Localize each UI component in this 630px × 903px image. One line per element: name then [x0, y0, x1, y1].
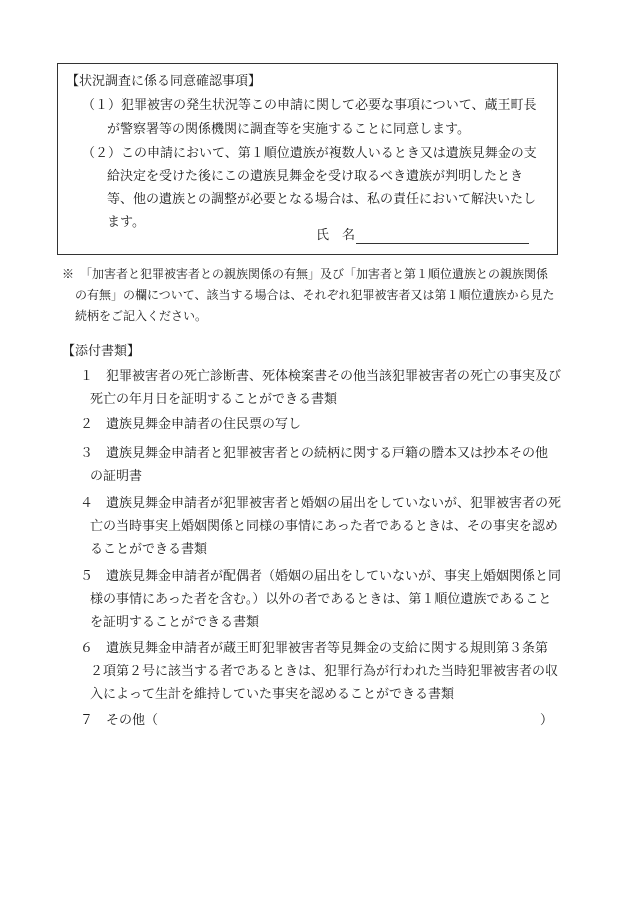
attachment-6-line-2: ２項第２号に該当する者であるときは、犯罪行為が行われた当時犯罪被害者の収: [90, 664, 559, 679]
attachment-5-line-1: ５ 遺族見舞金申請者が配偶者（婚姻の届出をしていないが、事実上婚姻関係と同: [80, 569, 562, 584]
attachment-5-line-2: 様の事情にあった者を含む。）以外の者であるときは、第１順位遺族であること: [90, 592, 552, 607]
attachment-3-line-1: ３ 遺族見舞金申請者と犯罪被害者との続柄に関する戸籍の謄本又は抄本その他: [80, 446, 549, 461]
attachment-5-line-3: を証明することができる書類: [90, 615, 260, 630]
attachment-1-line-2: 死亡の年月日を証明することができる書類: [90, 392, 338, 407]
attachment-4-line-1: ４ 遺族見舞金申請者が犯罪被害者と婚姻の届出をしていないが、犯罪被害者の死: [80, 496, 562, 511]
attachment-4-line-2: 亡の当時事実上婚姻関係と同様の事情にあった者であるときは、その事実を認め: [90, 519, 558, 534]
note-line-1: ※ 「加害者と犯罪被害者との親族関係の有無」及び「加害者と第１順位遺族との親族関係: [62, 267, 549, 281]
consent-item-2-line-2: 給決定を受けた後にこの遺族見舞金を受け取るべき遺族が判明したとき: [107, 169, 524, 184]
attachments-heading: 【添付書類】: [62, 344, 141, 359]
attachment-3-line-2: の証明書: [90, 469, 143, 484]
signature-line: [356, 243, 529, 244]
consent-item-1-line-1: （１）犯罪被害の発生状況等この申請に関して必要な事項について、蔵王町長: [82, 98, 537, 113]
note-line-3: 続柄をご記入ください。: [75, 309, 208, 323]
note-line-2: の有無」の欄について、該当する場合は、それぞれ犯罪被害者又は第１順位遺族から見た: [75, 288, 555, 302]
attachment-6-line-3: 入によって生計を維持していた事実を認めることができる書類: [90, 687, 455, 702]
attachment-7-closing-paren: ）: [540, 713, 554, 728]
attachment-7-line-1: ７ その他（: [80, 713, 159, 728]
attachment-4-line-3: ることができる書類: [90, 542, 208, 557]
consent-item-2-line-3: 等、他の遺族との調整が必要となる場合は、私の責任において解決いたし: [107, 192, 537, 207]
signature-label: 氏 名: [316, 228, 356, 243]
consent-item-2-line-4: ます。: [107, 215, 145, 230]
consent-item-2-line-1: （２）この申請において、第１順位遺族が複数人いるとき又は遺族見舞金の支: [82, 146, 537, 161]
consent-heading: 【状況調査に係る同意確認事項】: [66, 74, 262, 89]
consent-item-1-line-2: が警察署等の関係機関に調査等を実施することに同意します。: [107, 122, 470, 137]
attachment-2-line-1: ２ 遺族見舞金申請者の住民票の写し: [80, 417, 302, 432]
attachment-6-line-1: ６ 遺族見舞金申請者が蔵王町犯罪被害者等見舞金の支給に関する規則第３条第: [80, 641, 549, 656]
attachment-1-line-1: １ 犯罪被害者の死亡診断書、死体検案書その他当該犯罪被害者の死亡の事実及び: [80, 369, 562, 384]
